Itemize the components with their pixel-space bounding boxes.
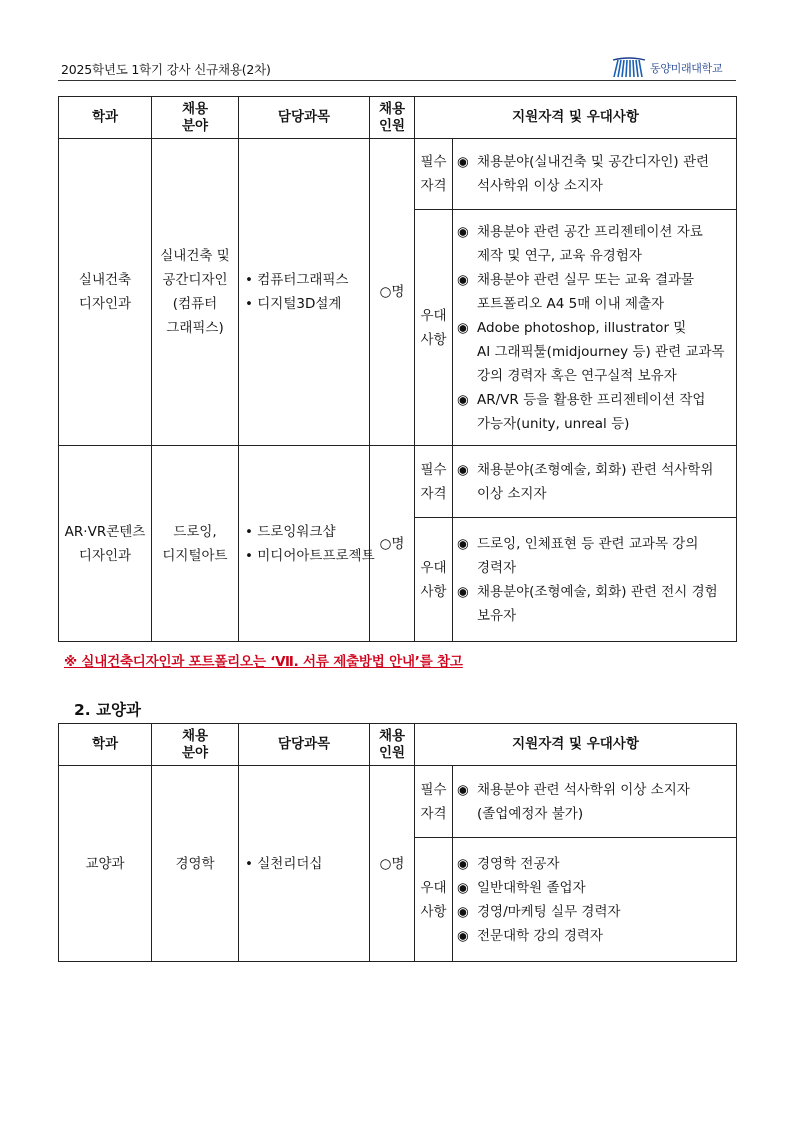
preferred-cell: [453, 210, 737, 446]
preferred-list: [453, 848, 736, 952]
bullet-mark-icon: ◉: [457, 535, 469, 552]
subject-item: • 실천리더십: [245, 855, 323, 872]
recruitment-table-1: [58, 96, 737, 642]
col-header-count: [370, 724, 415, 766]
qual-item: [457, 220, 732, 268]
preferred-label-line1: 우대: [420, 559, 447, 576]
count-cell: ○명: [370, 446, 415, 642]
col-header-dept: 학과: [59, 97, 152, 139]
preferred-label-line2: 사항: [420, 903, 447, 920]
col-header-field-line1: 채용: [181, 100, 209, 117]
preferred-label: [415, 518, 453, 642]
qual-item: [457, 778, 732, 826]
field-line: (컴퓨터: [172, 296, 218, 312]
qual-line: AI 그래픽툴(midjourney 등) 관련 교과목: [477, 343, 725, 360]
qual-line: 제작 및 연구, 교육 유경험자: [477, 247, 642, 264]
required-label: [415, 446, 453, 518]
col-header-count-line2: 인원: [378, 117, 406, 134]
dept-name-line: 실내건축: [78, 272, 132, 288]
qual-line: 석사학위 이상 소지자: [477, 178, 603, 194]
field-cell: 경영학: [152, 766, 239, 962]
required-label: [415, 766, 453, 838]
bullet-mark-icon: ◉: [457, 781, 469, 798]
col-header-field-line2: 분야: [181, 744, 209, 761]
qual-line: (졸업예정자 불가): [477, 805, 584, 822]
qual-item: [457, 532, 732, 580]
bullet-mark-icon: ◉: [457, 319, 469, 336]
bullet-mark-icon: ◉: [457, 855, 469, 872]
bullet-mark-icon: ◉: [457, 271, 469, 288]
qual-line: 보유자: [477, 607, 517, 624]
field-line: 그래픽스): [166, 320, 224, 336]
logo-text: 동양미래대학교: [650, 62, 723, 75]
required-cell: [453, 446, 737, 518]
table-header-row: [59, 724, 737, 766]
required-cell: [453, 139, 737, 210]
bullet-mark-icon: ◉: [457, 461, 469, 478]
qual-line: 채용분야 관련 실무 또는 교육 결과물: [477, 271, 695, 288]
field-cell: [152, 139, 239, 446]
col-header-qual: 지원자격 및 우대사항: [415, 724, 737, 766]
field-line: 실내건축 및: [160, 248, 230, 264]
qual-line: 채용분야(조형예술, 회화) 관련 전시 경험: [477, 583, 718, 600]
preferred-cell: [453, 518, 737, 642]
dept-cell: 교양과: [59, 766, 152, 962]
required-cell: [453, 766, 737, 838]
required-label-line1: 필수: [420, 781, 447, 798]
col-header-count-line2: 인원: [378, 744, 406, 761]
subject-item: • 디지털3D설계: [245, 296, 342, 312]
subject-cell: [239, 446, 375, 642]
bullet-mark-icon: ◉: [457, 879, 469, 896]
qual-line: 전문대학 강의 경력자: [477, 927, 603, 944]
table-row: [59, 139, 737, 210]
qual-item: [457, 458, 732, 506]
bullet-mark-icon: ◉: [457, 391, 469, 408]
qual-line: 가능자(unity, unreal 등): [477, 415, 630, 432]
qual-item: [457, 924, 732, 948]
qual-line: 채용분야 관련 석사학위 이상 소지자: [477, 781, 690, 798]
count-cell: ○명: [370, 139, 415, 446]
subject-cell: [239, 139, 370, 446]
table-header-row: [59, 97, 737, 139]
qual-line: 경영/마케팅 실무 경력자: [477, 903, 621, 920]
preferred-cell: [453, 838, 737, 962]
col-header-qual: 지원자격 및 우대사항: [415, 97, 737, 139]
qual-item: [457, 268, 732, 316]
col-header-field: [152, 97, 239, 139]
required-label-line2: 자격: [420, 805, 447, 822]
section-2-title: 2. 교양과: [74, 701, 141, 719]
logo-mark-icon: [612, 57, 646, 79]
field-line: 공간디자인: [162, 272, 228, 288]
dept-cell: [59, 139, 152, 446]
required-label-line2: 자격: [420, 178, 447, 194]
qual-line: AR/VR 등을 활용한 프리젠테이션 작업: [477, 391, 706, 408]
preferred-label-line2: 사항: [420, 331, 447, 348]
qual-line: 채용분야(실내건축 및 공간디자인) 관련: [477, 154, 710, 170]
col-header-count: [370, 97, 415, 139]
dept-name-line: 디자인과: [78, 296, 132, 312]
header-divider: [58, 80, 736, 81]
dept-cell: [59, 446, 152, 642]
required-list: [453, 146, 736, 202]
qual-line: 드로잉, 인체표현 등 관련 교과목 강의: [477, 535, 699, 552]
dept-name-line: 디자인과: [78, 547, 132, 564]
qual-line: 이상 소지자: [477, 485, 547, 502]
field-line: 디지털아트: [162, 547, 228, 564]
qual-line: 경력자: [477, 559, 517, 576]
qual-line: 채용분야 관련 공간 프리젠테이션 자료: [477, 223, 703, 240]
required-list: [453, 774, 736, 830]
table-row: [59, 766, 737, 838]
qual-item: [457, 150, 732, 198]
bullet-mark-icon: ◉: [457, 154, 469, 170]
preferred-list: [453, 216, 736, 440]
page-header-title: 2025학년도 1학기 강사 신규채용(2차): [61, 62, 271, 77]
subject-item: • 드로잉워크샵: [245, 523, 336, 540]
col-header-field-line2: 분야: [181, 117, 209, 134]
preferred-label: [415, 210, 453, 446]
preferred-label-line1: 우대: [420, 879, 447, 896]
qual-item: [457, 388, 732, 436]
university-logo: [612, 56, 722, 80]
preferred-label-line1: 우대: [420, 307, 447, 324]
col-header-count-line1: 채용: [378, 100, 406, 117]
bullet-mark-icon: ◉: [457, 927, 469, 944]
qual-line: 포트폴리오 A4 5매 이내 제출자: [477, 295, 665, 312]
qual-item: [457, 316, 732, 388]
col-header-subject: 담당과목: [239, 97, 370, 139]
required-list: [453, 454, 736, 510]
required-label-line1: 필수: [420, 461, 447, 478]
qual-item: [457, 876, 732, 900]
qual-item: [457, 580, 732, 628]
qual-line: 경영학 전공자: [477, 855, 560, 872]
field-line: 드로잉,: [173, 523, 217, 540]
bullet-mark-icon: ◉: [457, 583, 469, 600]
qual-line: 강의 경력자 혹은 연구실적 보유자: [477, 367, 677, 384]
col-header-field: [152, 724, 239, 766]
col-header-count-line1: 채용: [378, 727, 406, 744]
qual-line: Adobe photoshop, illustrator 및: [477, 319, 687, 336]
required-label-line2: 자격: [420, 485, 447, 502]
qual-item: [457, 900, 732, 924]
preferred-label: [415, 838, 453, 962]
col-header-subject: 담당과목: [239, 724, 370, 766]
qual-line: 채용분야(조형예술, 회화) 관련 석사학위: [477, 461, 714, 478]
subject-item: • 컴퓨터그래픽스: [245, 272, 349, 288]
table-row: [59, 446, 737, 518]
count-cell: ○명: [370, 766, 415, 962]
dept-name-line: AR·VR콘텐츠: [64, 523, 146, 540]
qual-item: [457, 852, 732, 876]
field-cell: [152, 446, 239, 642]
required-label-line1: 필수: [420, 154, 447, 170]
bullet-mark-icon: ◉: [457, 223, 469, 240]
preferred-label-line2: 사항: [420, 583, 447, 600]
qual-line: 일반대학원 졸업자: [477, 879, 586, 896]
preferred-list: [453, 528, 736, 632]
subject-cell: [239, 766, 370, 962]
subject-item: • 미디어아트프로젝트: [245, 547, 375, 564]
required-label: [415, 139, 453, 210]
recruitment-table-2: [58, 723, 737, 962]
col-header-field-line1: 채용: [181, 727, 209, 744]
portfolio-note: ※ 실내건축디자인과 포트폴리오는 ‘Ⅶ. 서류 제출방법 안내’를 참고: [64, 654, 463, 670]
bullet-mark-icon: ◉: [457, 903, 469, 920]
col-header-dept: 학과: [59, 724, 152, 766]
